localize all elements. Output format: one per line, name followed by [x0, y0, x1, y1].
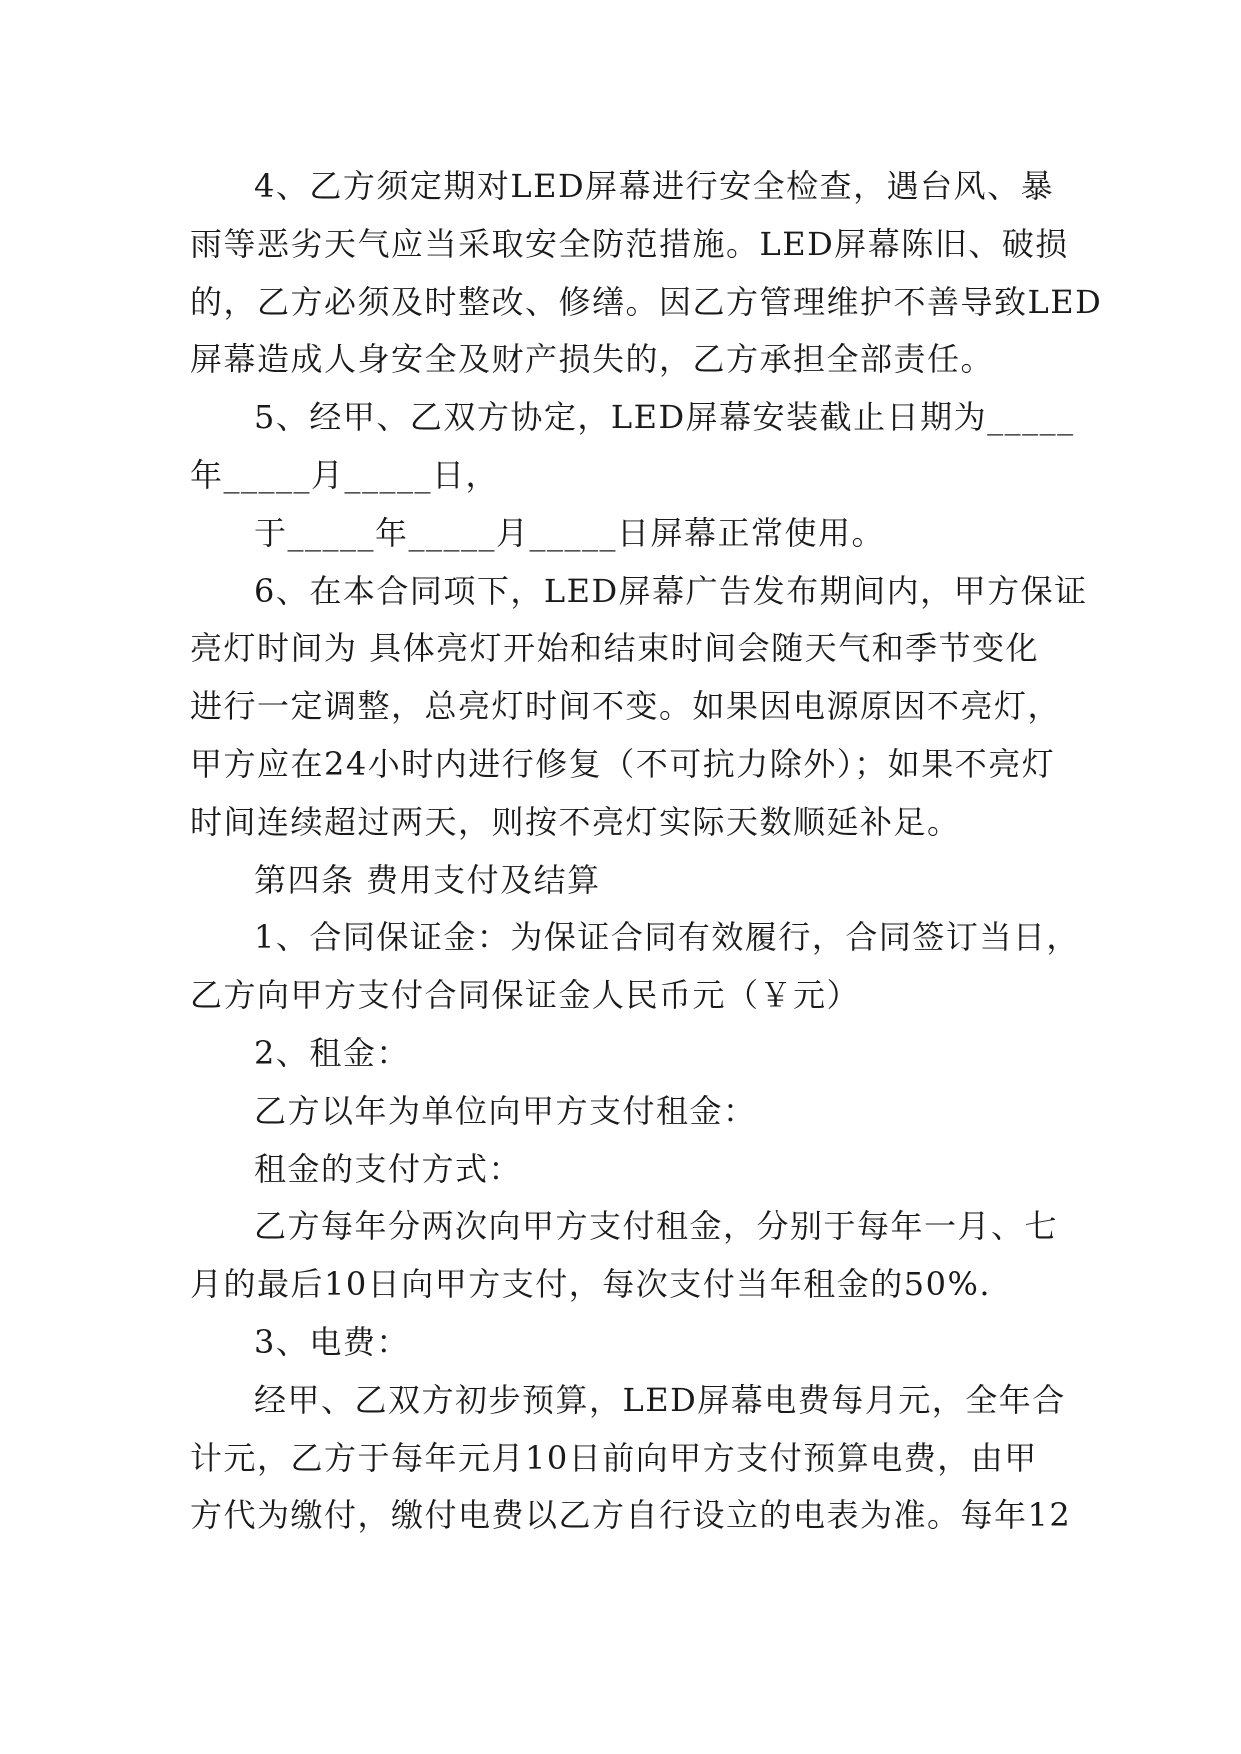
section-heading: 第四条 费用支付及结算	[254, 860, 601, 899]
text-line: 乙方每年分两次向甲方支付租金，分别于每年一月、七	[254, 1207, 1059, 1246]
text-line: 乙方向甲方支付合同保证金人民币元（￥元）	[190, 976, 861, 1015]
text-line: 4、乙方须定期对LED屏幕进行安全检查，遇台风、暴	[254, 167, 1055, 205]
text-line: 亮灯时间为 具体亮灯开始和结束时间会随天气和季节变化	[190, 629, 1040, 668]
text-line: 乙方以年为单位向甲方支付租金：	[254, 1091, 757, 1130]
text-line: 1、合同保证金：为保证合同有效履行，合同签订当日，	[254, 918, 1080, 957]
text-line: 租金的支付方式：	[254, 1149, 523, 1188]
text-line: 年_____月_____日，	[190, 455, 500, 494]
text-line: 经甲、乙双方初步预算，LED屏幕电费每月元，全年合	[254, 1380, 1066, 1419]
text-line: 6、在本合同项下，LED屏幕广告发布期间内，甲方保证	[254, 571, 1088, 610]
text-line: 5、经甲、乙双方协定，LED屏幕安装截止日期为_____	[254, 398, 1075, 437]
text-line: 计元，乙方于每年元月10日前向甲方支付预算电费，由甲	[190, 1438, 1038, 1477]
text-line: 雨等恶劣天气应当采取安全防范措施。LED屏幕陈旧、破损	[190, 224, 1069, 263]
text-line: 月的最后10日向甲方支付，每次支付当年租金的50%.	[190, 1265, 992, 1304]
text-line: 于_____年_____月_____日屏幕正常使用。	[254, 513, 886, 552]
text-line: 甲方应在24小时内进行修复（不可抗力除外）；如果不亮灯	[190, 744, 1056, 783]
text-line: 2、租金：	[254, 1033, 410, 1072]
text-line: 3、电费：	[254, 1322, 410, 1361]
text-line: 时间连续超过两天，则按不亮灯实际天数顺延补足。	[190, 802, 961, 841]
text-line: 的，乙方必须及时整改、修缮。因乙方管理维护不善导致LED	[190, 282, 1103, 321]
contract-text-body	[190, 158, 1103, 1545]
text-line: 屏幕造成人身安全及财产损失的，乙方承担全部责任。	[190, 340, 995, 379]
text-line: 方代为缴付，缴付电费以乙方自行设立的电表为准。每年12	[190, 1496, 1072, 1535]
text-line: 进行一定调整，总亮灯时间不变。如果因电源原因不亮灯，	[190, 687, 1062, 726]
